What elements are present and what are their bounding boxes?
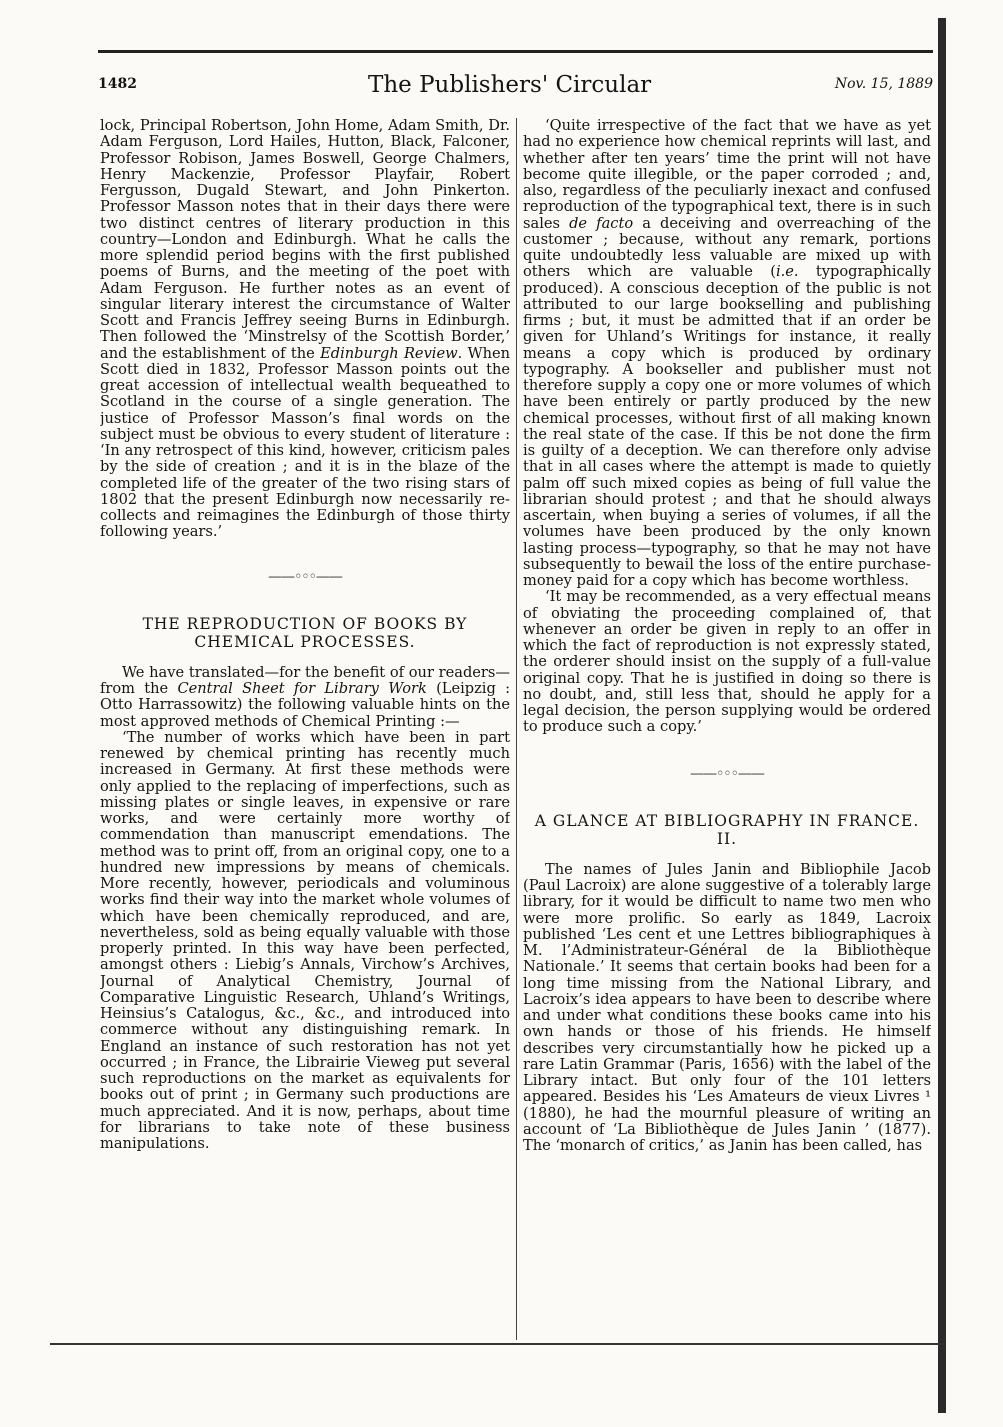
paragraph: lock, Principal Robertson, John Home, Adam Smith, Dr. Adam Ferguson, Lord Hailes, Hutton, Black, Falconer, Professor Robison, James Boswell, George Chalmers, Henry Mackenzie, Professor Playfair, Robert Fergusson, Dugald Stewart, and John Pinkerton. Professor Masson notes that in their days there were two distinct centres of literary production in this country—London and Edinburgh. What he calls the more splendid period begins with the first published poems of Burns, and the meeting of the poet with Adam Ferguson. He further notes as an event of singular literary interest the circumstance of Walter Scott and Francis Jeffrey seeing Burns in Edinburgh. Then followed the ‘Minstrelsy of the Scottish Border,’ and the establishment of the Edinburgh Review. When Scott died in 1832, Professor Masson points out the great accession of intellectual wealth bequeathed to Scotland in the course of a single generation. The justice of Professor Masson’s final words on the subject must be obvious to every student of literature : ‘In any retrospect of this kind, however, criticism pales by the side of creation ; and it is in the blaze of the completed life of the greater of the two rising stars of 1802 that the present Edinburgh now necessarily re-collects and reimagines the Edinburgh of those thirty following years.’ — [100, 118, 510, 541]
article-heading: THE REPRODUCTION OF BOOKS BY CHEMICAL PROCESSES. — [142, 614, 468, 651]
bottom-rule — [50, 1343, 945, 1345]
issue-date: Nov. 15, 1889 — [834, 76, 933, 92]
publication-title: The Publishers' Circular — [368, 72, 652, 98]
article-heading: A GLANCE AT BIBLIOGRAPHY IN FRANCE. II. — [534, 811, 920, 848]
paragraph: The names of Jules Janin and Bibliophile Jacob (Paul Lacroix) are alone suggestive of a tolerably large library, for it would be difficult to name two men who were more prolific. So early as 1849, Lacroix published ‘Les cent et une Lettres bibliographiques à M. l’Administrateur-Général de la Bibliothèque Nationale.’ It seems that certain books had been for a long time missing from the National Library, and Lacroix’s idea appears to have been to describe where and under what conditions these books came into his own hands or those of his friends. He himself describes very circumstantially how he picked up a rare Latin Grammar (Paris, 1656) with the label of the Library intact. But only four of the 101 letters appeared. Besides his ‘Les Amateurs de vieux Livres ¹ (1880), he had the mournful pleasure of writing an account of ‘La Bibliothèque de Jules Janin ’ (1877). The ‘monarch of critics,’ as Janin has been called, has — [523, 860, 931, 1154]
binding-edge — [938, 18, 946, 1413]
section-separator: ——◦◦◦—— — [268, 568, 342, 585]
paragraph: ‘It may be recommended, as a very effectual means of obviating the proceeding complained of, that whenever an order be given in reply to an offer in which the fact of reproduction is not expressly stated, the orderer should insist on the supply of a full-value original copy. That he is justified in doing so there is no doubt, and, still less that, should he apply for a legal decision, the person supplying would be ordered to produce such a copy.’ — [523, 588, 931, 736]
paragraph: ‘Quite irrespective of the fact that we have as yet had no experience how chemical reprints will last, and whether after ten years’ time the print will not have become quite illegible, or the paper corroded ; and, also, regardless of the peculiarly inexact and confused reproduction of the typographical text, there is in such sales de facto a deceiving and overreaching of the customer ; because, without any remark, portions quite undoubtedly less valuable are mixed up with others which are valuable (i.e. typographically produced). A conscious deception of the public is not attributed to our large bookselling and publishing firms ; but, it must be admitted that if an order be given for Uhland’s Writings for instance, it really means a copy which is produced by ordinary typography. A bookseller and publisher must not therefore supply a copy one or more volumes of which have been entirely or partly produced by the new chemical processes, without first of all making known the real state of the case. If this be not done the firm is guilty of a deception. We can therefore only advise that in all cases where the attempt is made to quietly palm off such mixed copies as being of full value the librarian should protest ; and that he should always ascertain, when buying a series of volumes, if all the volumes have been produced by the only known lasting process—typography, so that he may not have subsequently to bewail the loss of the entire purchase-money paid for a copy which has become worthless. — [523, 118, 931, 589]
section-separator: ——◦◦◦—— — [690, 765, 764, 782]
left-column — [100, 118, 510, 1343]
page-number: 1482 — [98, 76, 137, 92]
right-column — [523, 118, 931, 1343]
column-divider — [516, 118, 517, 1340]
top-rule — [98, 50, 933, 53]
page-header — [98, 72, 933, 106]
paragraph: ‘The number of works which have been in part renewed by chemical printing has recently much increased in Germany. At first these methods were only applied to the replacing of imperfections, such as missing plates or single leaves, in expensive or rare works, and were certainly more worthy of commendation than manuscript emendations. The method was to print off, from an original copy, one to a hundred new impressions by means of chemicals. More recently, however, periodicals and voluminous works find their way into the market whole volumes of which have been chemically reproduced, and are, nevertheless, sold as being equally valuable with those properly printed. In this way have been perfected, amongst others : Liebig’s Annals, Virchow’s Archives, Journal of Analytical Chemistry, Journal of Comparative Linguistic Research, Uhland’s Writings, Heinsius’s Catalogus, &c., &c., and introduced into commerce without any distinguishing remark. In England an instance of such restoration has not yet occurred ; in France, the Librairie Vieweg put several such reproductions on the market as equivalents for books out of print ; in Germany such productions are much appreciated. And it is now, perhaps, about time for librarians to take note of these business manipulations. — [100, 728, 510, 1152]
paragraph: We have translated—for the benefit of our readers—from the Central Sheet for Library Work (Leipzig : Otto Harrassowitz) the following valuable hints on the most approved methods of Chemical Printing :— — [100, 663, 510, 730]
